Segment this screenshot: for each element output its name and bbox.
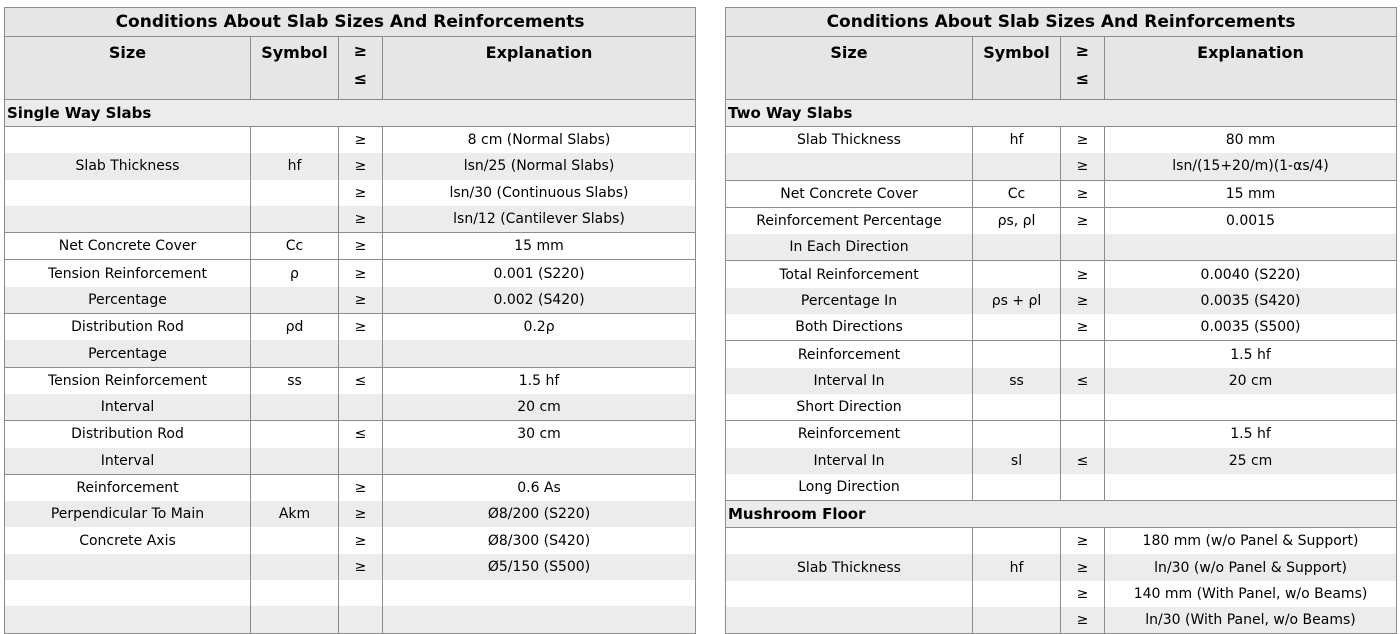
- cell-symbol: [251, 527, 339, 553]
- cell-symbol: [973, 607, 1061, 634]
- cell-symbol: hf: [251, 153, 339, 179]
- cell-size: Both Directions: [726, 314, 973, 341]
- table-row: [726, 261, 1397, 288]
- cell-size: [726, 607, 973, 634]
- table-row: [726, 368, 1397, 394]
- cell-symbol: [251, 180, 339, 206]
- cell-explanation: 8 cm (Normal Slabs): [383, 127, 696, 154]
- cell-symbol: [973, 581, 1061, 607]
- cell-operator: [339, 606, 383, 633]
- cell-operator: [339, 340, 383, 367]
- cell-size: Slab Thickness: [5, 153, 251, 179]
- table-row: [5, 314, 696, 341]
- table-row: [726, 474, 1397, 501]
- cell-operator: ≥: [1061, 554, 1105, 580]
- cell-operator: ≥: [1061, 261, 1105, 288]
- cell-operator: ≥: [339, 260, 383, 287]
- cell-explanation: [1105, 394, 1397, 421]
- table-row: [726, 153, 1397, 180]
- row-group: [5, 314, 696, 368]
- table-row: [726, 341, 1397, 368]
- table-row: [726, 288, 1397, 314]
- single-way-table-panel: [4, 7, 695, 634]
- table-row: [726, 180, 1397, 207]
- cell-explanation: 0.2ρ: [383, 314, 696, 341]
- cell-symbol: [973, 528, 1061, 555]
- cell-operator: ≥: [1061, 288, 1105, 314]
- row-group: [5, 260, 696, 314]
- cell-size: [726, 153, 973, 180]
- table-row: [726, 581, 1397, 607]
- table-row: [726, 234, 1397, 261]
- cell-explanation: 1.5 hf: [383, 367, 696, 394]
- cell-symbol: [251, 394, 339, 421]
- table-row: [5, 260, 696, 287]
- header-explanation: Explanation: [1105, 37, 1397, 100]
- table-row: [5, 606, 696, 633]
- cell-explanation: 140 mm (With Panel, w/o Beams): [1105, 581, 1397, 607]
- cell-operator: ≤: [339, 421, 383, 448]
- cell-size: Reinforcement: [726, 421, 973, 448]
- header-symbol: Symbol: [973, 37, 1061, 100]
- cell-explanation: 20 cm: [383, 394, 696, 421]
- cell-symbol: [973, 314, 1061, 341]
- header-size: Size: [5, 37, 251, 100]
- cell-explanation: lsn/12 (Cantilever Slabs): [383, 206, 696, 233]
- cell-explanation: Ø8/200 (S220): [383, 501, 696, 527]
- table-row: [5, 474, 696, 501]
- table-row: [5, 448, 696, 475]
- cell-symbol: [251, 421, 339, 448]
- cell-symbol: [973, 261, 1061, 288]
- cell-operator: ≥: [1061, 581, 1105, 607]
- cell-operator: ≥: [339, 180, 383, 206]
- cell-symbol: ρd: [251, 314, 339, 341]
- cell-size: Net Concrete Cover: [5, 233, 251, 260]
- cell-operator: ≥: [339, 527, 383, 553]
- cell-size: [5, 127, 251, 154]
- cell-size: Distribution Rod: [5, 314, 251, 341]
- header-explanation: Explanation: [383, 37, 696, 100]
- cell-operator: [1061, 394, 1105, 421]
- cell-explanation: [383, 340, 696, 367]
- table-row: [726, 554, 1397, 580]
- cell-operator: ≥: [339, 127, 383, 154]
- table-row: [5, 287, 696, 314]
- cell-symbol: [973, 234, 1061, 261]
- cell-explanation: 15 mm: [383, 233, 696, 260]
- cell-explanation: [383, 606, 696, 633]
- cell-operator: [1061, 474, 1105, 501]
- row-group: [726, 180, 1397, 207]
- cell-size: Interval In: [726, 368, 973, 394]
- cell-size: [5, 554, 251, 580]
- cell-operator: [1061, 421, 1105, 448]
- table-row: [726, 394, 1397, 421]
- cell-symbol: [251, 448, 339, 475]
- cell-explanation: ln/30 (With Panel, w/o Beams): [1105, 607, 1397, 634]
- table-row: [726, 448, 1397, 474]
- cell-explanation: 0.0035 (S420): [1105, 288, 1397, 314]
- table-row: [5, 180, 696, 206]
- cell-explanation: 15 mm: [1105, 180, 1397, 207]
- cell-symbol: [973, 421, 1061, 448]
- section-title: Two Way Slabs: [726, 100, 1397, 127]
- cell-size: [726, 581, 973, 607]
- cell-size: [5, 606, 251, 633]
- cell-size: Perpendicular To Main: [5, 501, 251, 527]
- table-row: [5, 340, 696, 367]
- cell-explanation: 0.0035 (S500): [1105, 314, 1397, 341]
- cell-operator: ≥: [1061, 607, 1105, 634]
- cell-explanation: [383, 580, 696, 606]
- cell-symbol: Cc: [973, 180, 1061, 207]
- cell-size: Percentage: [5, 287, 251, 314]
- header-le: ≤: [353, 69, 368, 88]
- header-le: ≤: [1075, 69, 1090, 88]
- cell-size: Slab Thickness: [726, 554, 973, 580]
- cell-explanation: 0.6 As: [383, 474, 696, 501]
- header-ge: ≥: [1075, 41, 1090, 60]
- cell-explanation: 20 cm: [1105, 368, 1397, 394]
- cell-operator: ≥: [1061, 153, 1105, 180]
- cell-size: Reinforcement: [5, 474, 251, 501]
- cell-explanation: Ø8/300 (S420): [383, 527, 696, 553]
- cell-explanation: 30 cm: [383, 421, 696, 448]
- table-row: [726, 421, 1397, 448]
- cell-size: Distribution Rod: [5, 421, 251, 448]
- table-row: [726, 607, 1397, 634]
- cell-explanation: [1105, 234, 1397, 261]
- single-way-table: [4, 7, 696, 634]
- cell-operator: [339, 580, 383, 606]
- cell-operator: ≥: [1061, 180, 1105, 207]
- table-row: [5, 580, 696, 606]
- cell-operator: ≥: [339, 206, 383, 233]
- cell-symbol: [251, 340, 339, 367]
- cell-symbol: [251, 474, 339, 501]
- row-group: [726, 341, 1397, 421]
- cell-operator: ≥: [339, 153, 383, 179]
- header-size: Size: [726, 37, 973, 100]
- cell-symbol: hf: [973, 127, 1061, 154]
- cell-operator: ≥: [1061, 314, 1105, 341]
- table-title: Conditions About Slab Sizes And Reinforcements: [5, 8, 696, 37]
- cell-symbol: [973, 341, 1061, 368]
- cell-symbol: Akm: [251, 501, 339, 527]
- row-group: [5, 474, 696, 633]
- cell-operator: ≥: [339, 501, 383, 527]
- cell-symbol: ρ: [251, 260, 339, 287]
- cell-operator: ≥: [1061, 528, 1105, 555]
- cell-size: Total Reinforcement: [726, 261, 973, 288]
- row-group: [5, 127, 696, 233]
- table-row: [726, 127, 1397, 154]
- cell-operator: ≥: [339, 287, 383, 314]
- cell-explanation: 25 cm: [1105, 448, 1397, 474]
- cell-size: [5, 180, 251, 206]
- table-row: [5, 501, 696, 527]
- cell-size: [5, 580, 251, 606]
- cell-size: Interval: [5, 394, 251, 421]
- cell-symbol: [973, 474, 1061, 501]
- cell-size: Tension Reinforcement: [5, 367, 251, 394]
- cell-operator: [1061, 234, 1105, 261]
- cell-explanation: [383, 448, 696, 475]
- table-row: [726, 207, 1397, 234]
- cell-size: Concrete Axis: [5, 527, 251, 553]
- cell-symbol: sl: [973, 448, 1061, 474]
- cell-symbol: [251, 606, 339, 633]
- row-group: [5, 367, 696, 421]
- cell-size: Percentage: [5, 340, 251, 367]
- cell-explanation: 0.001 (S220): [383, 260, 696, 287]
- cell-symbol: Cc: [251, 233, 339, 260]
- table-title: Conditions About Slab Sizes And Reinforcements: [726, 8, 1397, 37]
- cell-size: Net Concrete Cover: [726, 180, 973, 207]
- cell-size: Tension Reinforcement: [5, 260, 251, 287]
- table-row: [5, 153, 696, 179]
- cell-operator: ≥: [339, 314, 383, 341]
- cell-size: Interval In: [726, 448, 973, 474]
- cell-operator: ≥: [339, 474, 383, 501]
- table-row: [5, 367, 696, 394]
- cell-symbol: ss: [973, 368, 1061, 394]
- cell-size: [726, 528, 973, 555]
- row-group: [726, 207, 1397, 261]
- header-ge: ≥: [353, 41, 368, 60]
- cell-size: Reinforcement Percentage: [726, 207, 973, 234]
- cell-operator: ≥: [339, 554, 383, 580]
- cell-operator: [1061, 341, 1105, 368]
- table-row: [726, 314, 1397, 341]
- cell-symbol: [973, 153, 1061, 180]
- cell-symbol: ss: [251, 367, 339, 394]
- cell-size: Interval: [5, 448, 251, 475]
- cell-size: Slab Thickness: [726, 127, 973, 154]
- cell-size: Long Direction: [726, 474, 973, 501]
- cell-size: Reinforcement: [726, 341, 973, 368]
- cell-symbol: [251, 580, 339, 606]
- table-row: [5, 421, 696, 448]
- row-group: [726, 261, 1397, 341]
- cell-operator: ≥: [339, 233, 383, 260]
- cell-explanation: 180 mm (w/o Panel & Support): [1105, 528, 1397, 555]
- cell-operator: ≤: [1061, 448, 1105, 474]
- table-row: [5, 127, 696, 154]
- cell-explanation: 1.5 hf: [1105, 421, 1397, 448]
- cell-symbol: [251, 206, 339, 233]
- cell-size: Short Direction: [726, 394, 973, 421]
- cell-symbol: ρs, ρl: [973, 207, 1061, 234]
- cell-explanation: Ø5/150 (S500): [383, 554, 696, 580]
- header-operator: [339, 37, 383, 100]
- cell-symbol: hf: [973, 554, 1061, 580]
- row-group: [5, 233, 696, 260]
- two-way-table-panel: [725, 7, 1396, 634]
- cell-size: [5, 206, 251, 233]
- cell-explanation: lsn/30 (Continuous Slabs): [383, 180, 696, 206]
- cell-symbol: [251, 127, 339, 154]
- cell-operator: [339, 448, 383, 475]
- cell-size: Percentage In: [726, 288, 973, 314]
- table-row: [5, 206, 696, 233]
- cell-symbol: [251, 287, 339, 314]
- cell-size: In Each Direction: [726, 234, 973, 261]
- table-row: [5, 233, 696, 260]
- header-symbol: Symbol: [251, 37, 339, 100]
- cell-explanation: ln/30 (w/o Panel & Support): [1105, 554, 1397, 580]
- cell-operator: ≤: [339, 367, 383, 394]
- row-group: [5, 421, 696, 475]
- cell-operator: [339, 394, 383, 421]
- cell-explanation: 80 mm: [1105, 127, 1397, 154]
- table-row: [5, 527, 696, 553]
- row-group: [726, 528, 1397, 634]
- cell-explanation: 0.0015: [1105, 207, 1397, 234]
- table-row: [726, 528, 1397, 555]
- table-row: [5, 394, 696, 421]
- section-title-mushroom: Mushroom Floor: [726, 501, 1397, 528]
- cell-symbol: ρs + ρl: [973, 288, 1061, 314]
- header-operator: [1061, 37, 1105, 100]
- cell-explanation: lsn/(15+20/m)(1-αs/4): [1105, 153, 1397, 180]
- section-title: Single Way Slabs: [5, 100, 696, 127]
- two-way-table: [725, 7, 1397, 634]
- cell-explanation: lsn/25 (Normal Slabs): [383, 153, 696, 179]
- cell-operator: ≥: [1061, 207, 1105, 234]
- row-group: [726, 127, 1397, 181]
- cell-symbol: [251, 554, 339, 580]
- cell-operator: ≥: [1061, 127, 1105, 154]
- cell-explanation: 0.0040 (S220): [1105, 261, 1397, 288]
- cell-symbol: [973, 394, 1061, 421]
- table-row: [5, 554, 696, 580]
- cell-explanation: 1.5 hf: [1105, 341, 1397, 368]
- cell-operator: ≤: [1061, 368, 1105, 394]
- row-group: [726, 421, 1397, 501]
- cell-explanation: 0.002 (S420): [383, 287, 696, 314]
- cell-explanation: [1105, 474, 1397, 501]
